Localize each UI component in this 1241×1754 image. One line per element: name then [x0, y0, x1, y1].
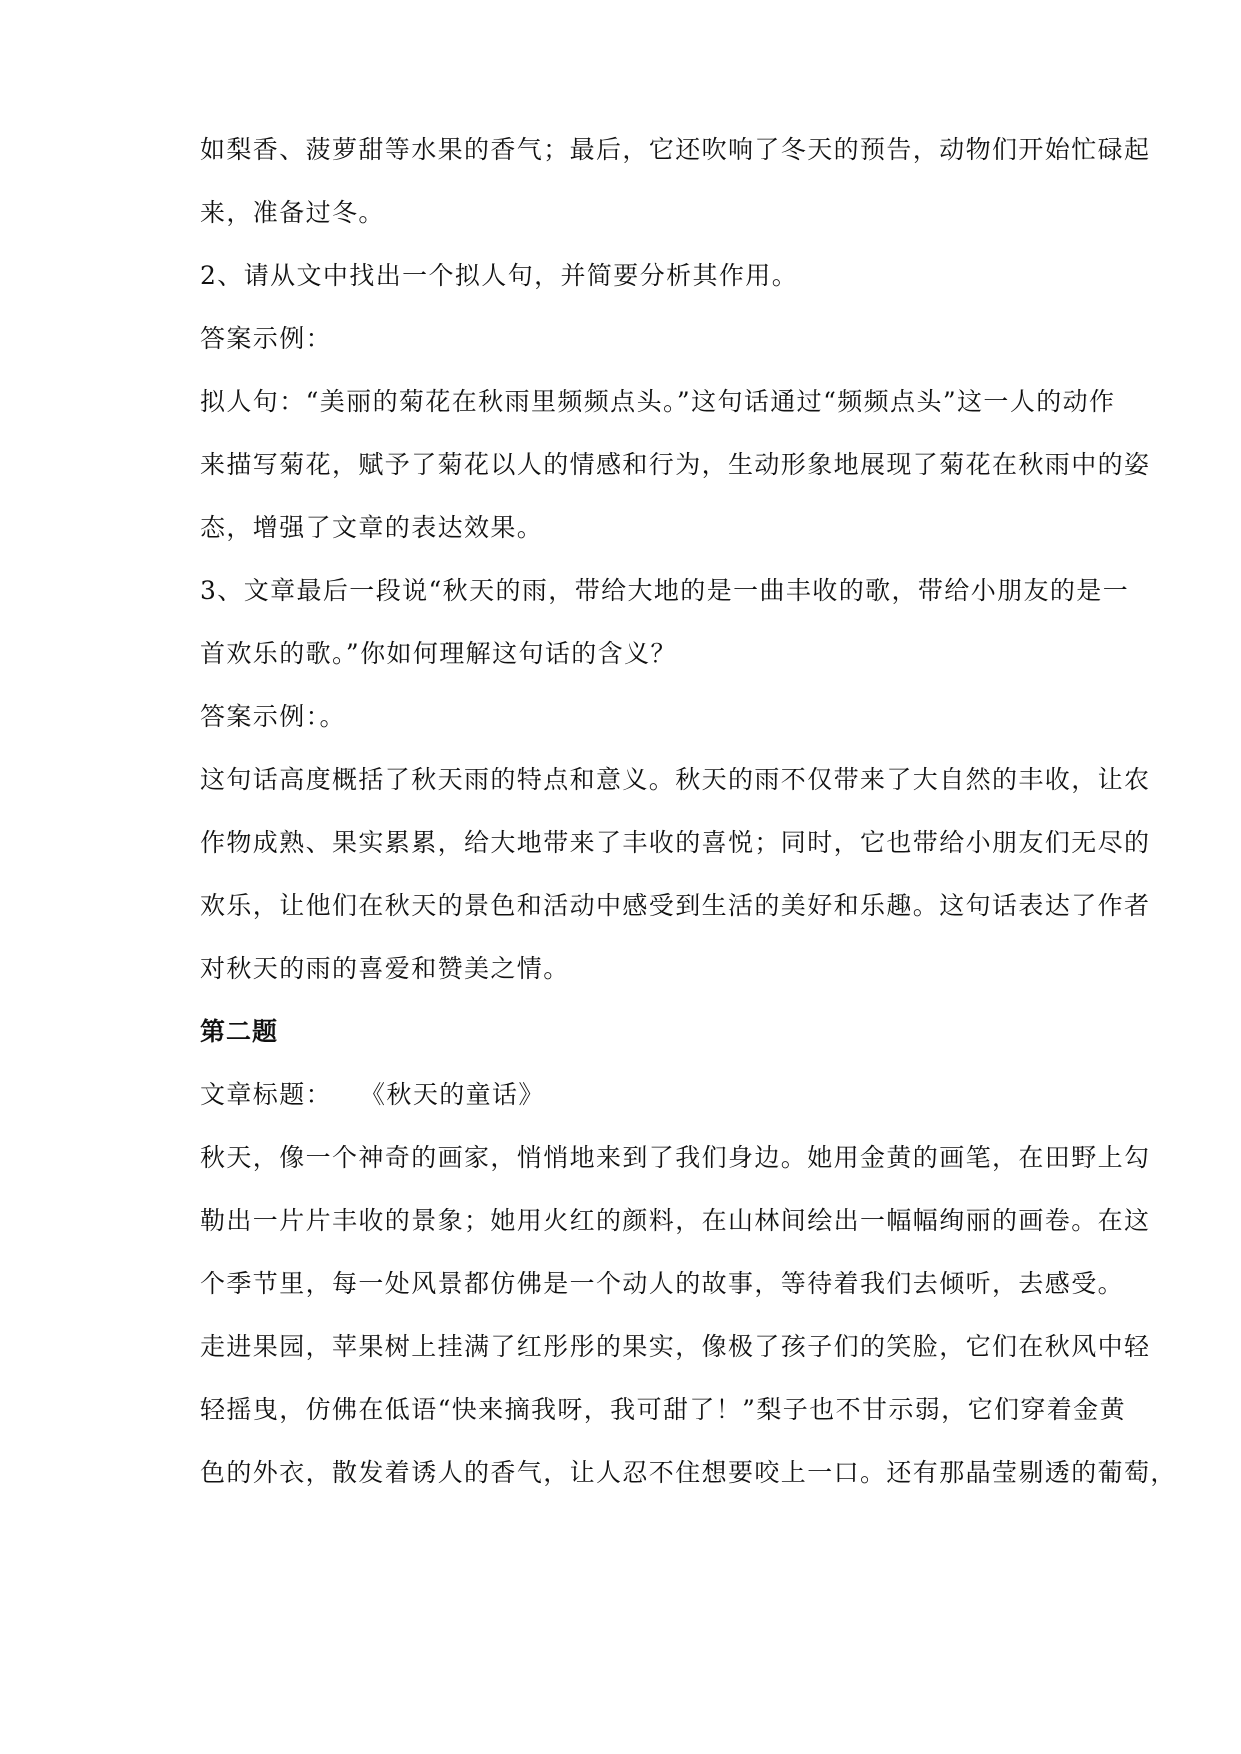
section-heading: 第二题: [200, 1017, 279, 1046]
answer-label: 答案示例：: [200, 324, 333, 353]
paragraph-line: 来描写菊花，赋予了菊花以人的情感和行为，生动形象地展现了菊花在秋雨中的姿: [200, 450, 1151, 479]
paragraph-line: 欢乐，让他们在秋天的景色和活动中感受到生活的美好和乐趣。这句话表达了作者: [200, 891, 1151, 920]
paragraph-line: 如梨香、菠萝甜等水果的香气；最后，它还吹响了冬天的预告，动物们开始忙碌起: [200, 135, 1151, 164]
paragraph-line: 首欢乐的歌。”你如何理解这句话的含义？: [200, 639, 677, 668]
question-2: 2、请从文中找出一个拟人句，并简要分析其作用。: [200, 261, 799, 290]
paragraph-line: 色的外衣，散发着诱人的香气，让人忍不住想要咬上一口。还有那晶莹剔透的葡萄，: [200, 1458, 1177, 1487]
paragraph-line: 轻摇曳，仿佛在低语“快来摘我呀，我可甜了！”梨子也不甘示弱，它们穿着金黄: [200, 1395, 1126, 1424]
paragraph-line: 来，准备过冬。: [200, 198, 385, 227]
paragraph-line: 这句话高度概括了秋天雨的特点和意义。秋天的雨不仅带来了大自然的丰收，让农: [200, 765, 1151, 794]
article-title: 《秋天的童话》: [360, 1080, 545, 1109]
paragraph-line: 态，增强了文章的表达效果。: [200, 513, 544, 542]
article-title-label: 文章标题：: [200, 1080, 333, 1109]
question-3: 3、文章最后一段说“秋天的雨，带给大地的是一曲丰收的歌，带给小朋友的是一: [200, 576, 1130, 605]
paragraph-line: 走进果园，苹果树上挂满了红彤彤的果实，像极了孩子们的笑脸，它们在秋风中轻: [200, 1332, 1151, 1361]
paragraph-line: 拟人句：“美丽的菊花在秋雨里频频点头。”这句话通过“频频点头”这一人的动作: [200, 387, 1116, 416]
article-title-line: [200, 1078, 1090, 1112]
paragraph-line: 勒出一片片丰收的景象；她用火红的颜料，在山林间绘出一幅幅绚丽的画卷。在这: [200, 1206, 1151, 1235]
paragraph-line: 秋天，像一个神奇的画家，悄悄地来到了我们身边。她用金黄的画笔，在田野上勾: [200, 1143, 1151, 1172]
paragraph-line: 个季节里，每一处风景都仿佛是一个动人的故事，等待着我们去倾听，去感受。: [200, 1269, 1125, 1298]
answer-label: 答案示例：。: [200, 702, 346, 731]
paragraph-line: 对秋天的雨的喜爱和赞美之情。: [200, 954, 570, 983]
paragraph-line: 作物成熟、果实累累，给大地带来了丰收的喜悦；同时，它也带给小朋友们无尽的: [200, 828, 1151, 857]
